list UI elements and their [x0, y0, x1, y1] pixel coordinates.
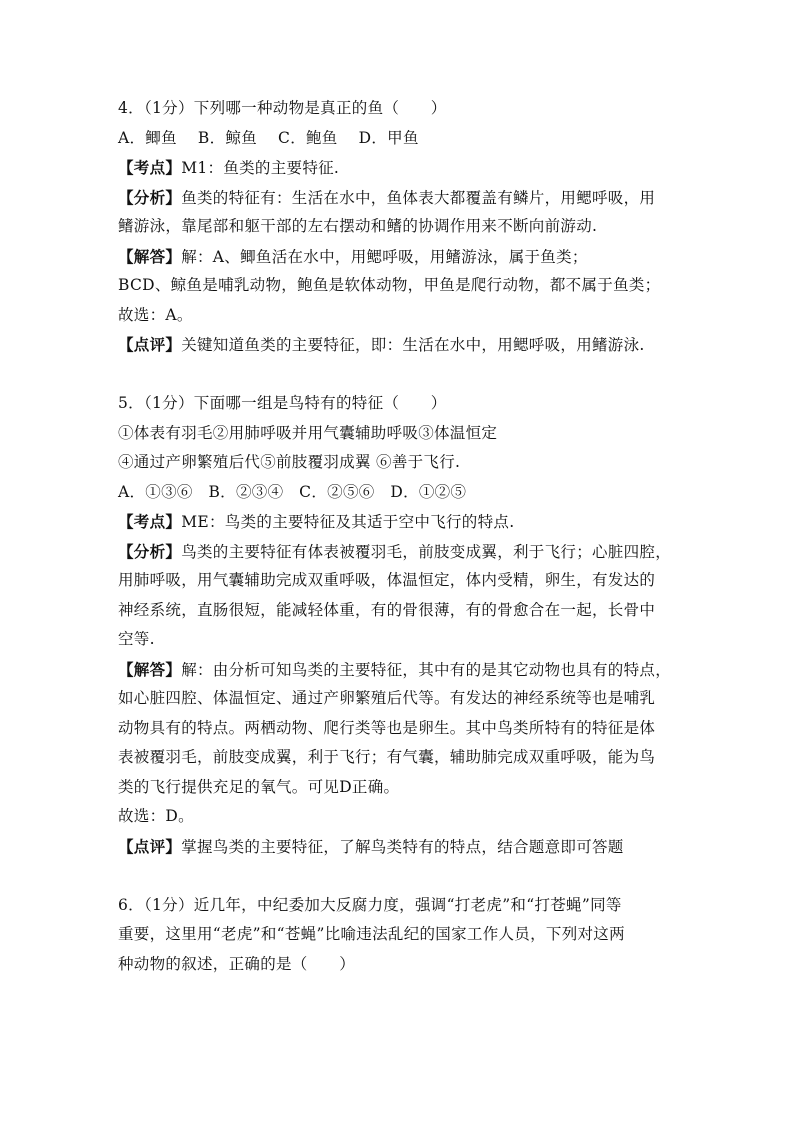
q4-jieda-cont: BCD、鲸鱼是哺乳动物，鲍鱼是软体动物，甲鱼是爬行动物，都不属于鱼类； — [118, 276, 661, 294]
document-page — [118, 94, 693, 979]
q5-items-1: ①体表有羽毛②用肺呼吸并用气囊辅助呼吸③体温恒定 — [118, 423, 498, 442]
q4-fenxi — [118, 183, 693, 213]
q4-answer: 故选：A。 — [118, 305, 193, 324]
q5-fenxi — [118, 537, 693, 567]
kaodian-tag: 【考点】 — [118, 158, 182, 177]
q5-dianping — [118, 832, 693, 862]
jieda-tag: 【解答】 — [118, 659, 182, 679]
dianping-tag: 【点评】 — [118, 836, 182, 856]
spacer — [118, 360, 693, 390]
fenxi-text: 鱼类的特征有：生活在水中，鱼体表大都覆盖有鳞片，用鳃呼吸，用 — [181, 188, 656, 207]
kaodian-text: M1：鱼类的主要特征. — [181, 159, 340, 177]
kaodian-text: ME：鸟类的主要特征及其适于空中飞行的特点. — [181, 513, 515, 531]
q5-fenxi-cont-1: 用肺呼吸，用气囊辅助完成双重呼吸，体温恒定，体内受精，卵生，有发达的 — [118, 571, 656, 589]
jieda-text: 解：A、鲫鱼活在水中，用鳃呼吸，用鳍游泳，属于鱼类； — [181, 247, 588, 266]
q6-stem-2: 重要，这里用“老虎”和“苍蝇”比喻违法乱纪的国家工作人员，下列对这两 — [118, 925, 625, 943]
fenxi-text: 鸟类的主要特征有体表被覆羽毛，前肢变成翼，利于飞行；心脏四腔， — [181, 542, 672, 561]
q4-fenxi-cont: 鳍游泳，靠尾部和躯干部的左右摆动和鳍的协调作用来不断向前游动. — [118, 217, 598, 235]
q5-options: A．①③⑥ B．②③④ C．②⑤⑥ D．①②⑤ — [118, 482, 467, 501]
q5-jieda-cont-4: 类的飞行提供充足的氧气。可见D正确。 — [118, 777, 400, 796]
dianping-tag: 【点评】 — [118, 335, 182, 354]
q5-answer: 故选：D。 — [118, 807, 194, 825]
q5-jieda-cont-1: 如心脏四腔、体温恒定、通过产卵繁殖后代等。有发达的神经系统等也是哺乳 — [118, 689, 656, 707]
q4-jieda — [118, 242, 693, 272]
q5-jieda-cont-3: 表被覆羽毛，前肢变成翼，利于飞行；有气囊，辅助肺完成双重呼吸，能为鸟 — [118, 748, 656, 766]
q5-kaodian — [118, 507, 693, 537]
q4-stem: 4．（1分）下列哪一种动物是真正的鱼（ ） — [118, 99, 447, 117]
jieda-text: 解：由分析可知鸟类的主要特征，其中有的是其它动物也具有的特点， — [181, 660, 672, 679]
dianping-text: 关键知道鱼类的主要特征，即：生活在水中，用鳃呼吸，用鳍游泳. — [181, 336, 645, 354]
dianping-text: 掌握鸟类的主要特征，了解鸟类特有的特点，结合题意即可答题 — [181, 837, 624, 856]
q5-items-2: ④通过产卵繁殖后代⑤前肢覆羽成翼 ⑥善于飞行. — [118, 453, 461, 471]
q5-jieda — [118, 655, 693, 685]
q5-fenxi-cont-3: 空等. — [118, 630, 155, 648]
fenxi-tag: 【分析】 — [118, 187, 182, 207]
fenxi-tag: 【分析】 — [118, 541, 182, 561]
q4-dianping — [118, 330, 693, 360]
q4-options: A．鲫鱼 B．鲸鱼 C．鲍鱼 D．甲鱼 — [118, 128, 419, 147]
kaodian-tag: 【考点】 — [118, 512, 182, 531]
q6-stem-3: 种动物的叙述，正确的是（ ） — [118, 954, 356, 973]
q4-kaodian — [118, 153, 693, 183]
spacer — [118, 861, 693, 891]
q5-stem: 5．（1分）下面哪一组是鸟特有的特征（ ） — [118, 394, 447, 412]
q5-jieda-cont-2: 动物具有的特点。两栖动物、爬行类等也是卵生。其中鸟类所特有的特征是体 — [118, 718, 656, 737]
jieda-tag: 【解答】 — [118, 246, 182, 266]
q6-stem-1: 6．（1分）近几年，中纪委加大反腐力度，强调“打老虎”和“打苍蝇”同等 — [118, 895, 622, 914]
q5-fenxi-cont-2: 神经系统，直肠很短，能减轻体重，有的骨很薄，有的骨愈合在一起，长骨中 — [118, 600, 656, 619]
